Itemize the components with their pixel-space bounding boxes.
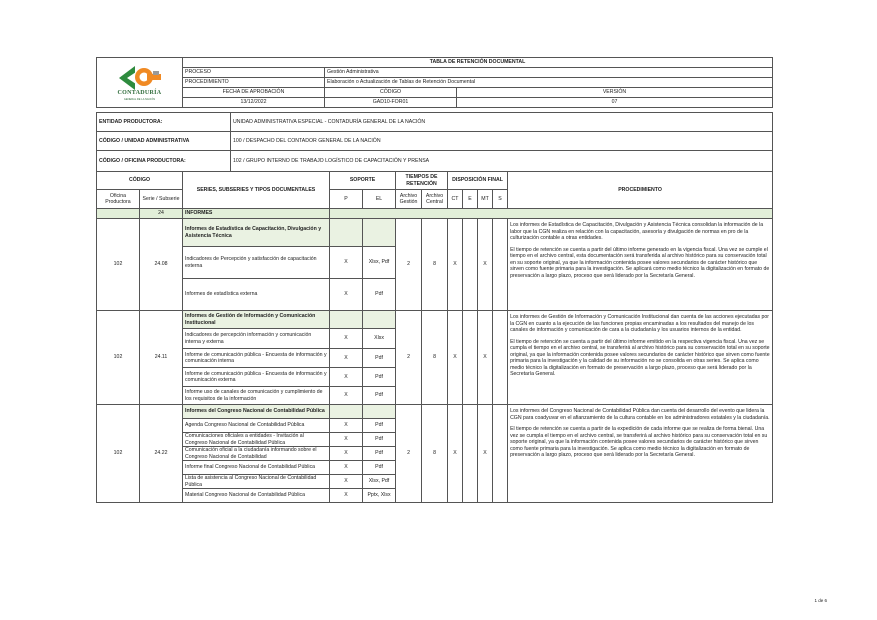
group-title: Informes de Gestión de Información y Comunicación Institucional — [183, 311, 330, 329]
series-code: 24 — [140, 209, 183, 219]
page-number: 1 de 6 — [814, 598, 827, 603]
cgn-logo — [99, 64, 180, 101]
document-type: Agenda Congreso Nacional de Contabilidad Pública — [183, 419, 330, 433]
document-type: Lista de asistencia al Congreso Nacional de Contabilidad Pública — [183, 475, 330, 489]
procedure-description: Los informes de Estadística de Capacitación, Divulgación y Asistencia Técnica consolidan la información de la labor que la CGN realiza en relación con la capacitación, asesoría y divulgación de normas en pro de la culturización contable a otras entidades. — [510, 222, 764, 241]
group-ct: X — [448, 311, 463, 405]
group-procedure — [508, 405, 773, 503]
group-procedure — [508, 219, 773, 311]
document-type: Comunicación oficial a la ciudadanía informando sobre el Congreso Nacional de Contabilidad — [183, 447, 330, 461]
codigo-value: GAD10-FOR01 — [325, 98, 457, 108]
document-p: X — [330, 349, 363, 368]
col-p: P — [330, 190, 363, 209]
document-type: Informe de comunicación pública - Encuesta de información y comunicación interna — [183, 349, 330, 368]
procedure-retention: El tiempo de retención se cuenta a partir de la expedición de cada informe que se realiza de forma bienal. Una vez se cumpla el tiempo en el archivo central, se transferirá al archivo histórico para su conservación total en su soporte original, ya que la información contenida posee valores secundarios de carácter histórico que sirven como fuente primaria para la investigación. Se aplica como medio técnico la digitalización en formato de preservación a largo plazo, proceso que será liderado por la Secretaría General. — [510, 426, 768, 458]
document-p: X — [330, 368, 363, 387]
document-p: X — [330, 329, 363, 349]
group-e — [463, 311, 478, 405]
col-serie: Serie / Subserie — [140, 190, 183, 209]
logo-cell — [97, 58, 183, 108]
document-type: Indicadores de percepción información y comunicación interna y externa — [183, 329, 330, 349]
procedimiento-value: Elaboración o Actualización de Tablas de Retención Documental — [325, 78, 773, 88]
col-oficina: Oficina Productora — [97, 190, 140, 209]
document-p: X — [330, 419, 363, 433]
group-ag: 2 — [396, 405, 422, 503]
oficina-value: 102 / GRUPO INTERNO DE TRABAJO LOGÍSTICO DE CAPACITACIÓN Y PRENSA — [231, 151, 773, 172]
unidad-value: 100 / DESPACHO DEL CONTADOR GENERAL DE LA NACIÓN — [231, 132, 773, 151]
group-s — [493, 219, 508, 311]
col-procedimiento: PROCEDIMIENTO — [508, 172, 773, 209]
retention-table — [96, 171, 773, 503]
entidad-value: UNIDAD ADMINISTRATIVA ESPECIAL - CONTADURÍA GENERAL DE LA NACIÓN — [231, 113, 773, 132]
group-title-p — [330, 405, 363, 419]
group-ct: X — [448, 405, 463, 503]
col-tiempos: TIEMPOS DE RETENCIÓN — [396, 172, 448, 190]
group-e — [463, 405, 478, 503]
document-el: Pptx, Xlsx — [363, 489, 396, 503]
version-label: VERSIÓN — [457, 88, 773, 98]
group-code: 24.11 — [140, 311, 183, 405]
document-el: Pdf — [363, 368, 396, 387]
group-title: Informes de Estadística de Capacitación, Divulgación y Asistencia Técnica — [183, 219, 330, 247]
col-series: SERIES, SUBSERIES Y TIPOS DOCUMENTALES — [183, 172, 330, 209]
group-title-p — [330, 311, 363, 329]
document-type: Informes de estadística externa — [183, 279, 330, 311]
document-el: Pdf — [363, 461, 396, 475]
col-codigo: CÓDIGO — [97, 172, 183, 190]
document-el: Xlsx — [363, 329, 396, 349]
document-p: X — [330, 279, 363, 311]
procedure-description: Los informes de Gestión de Información y Comunicación Institucional dan cuenta de las acciones ejecutadas por la CGN en cuanto a la ejecución de las funciones propias encaminadas a los resultados del manejo de los canales de información y comunicación de cara a la ciudadanía y los usuarios internos de la entidad. — [510, 314, 770, 333]
group-oficina: 102 — [97, 405, 140, 503]
group-ct: X — [448, 219, 463, 311]
document-type: Informe uso de canales de comunicación y cumplimiento de los requisitos de la información — [183, 387, 330, 405]
entity-block — [96, 112, 773, 172]
document-type: Comunicaciones oficiales a entidades - Invitación al Congreso Nacional de Contabilidad Pública — [183, 433, 330, 447]
procedimiento-label: PROCEDIMIENTO — [183, 78, 325, 88]
fecha-label: FECHA DE APROBACIÓN — [183, 88, 325, 98]
document-type: Informe final Congreso Nacional de Contabilidad Pública — [183, 461, 330, 475]
col-mt: MT — [478, 190, 493, 209]
group-title-el — [363, 405, 396, 419]
codigo-label: CÓDIGO — [325, 88, 457, 98]
proceso-value: Gestión Administrativa — [325, 68, 773, 78]
document-p: X — [330, 387, 363, 405]
document-el: Pdf — [363, 387, 396, 405]
version-value: 07 — [457, 98, 773, 108]
document-p: X — [330, 461, 363, 475]
document-el: Xlsx, Pdf — [363, 247, 396, 279]
logo-subtext: GENERAL DE LA NACIÓN — [123, 97, 156, 101]
document-p: X — [330, 489, 363, 503]
col-soporte: SOPORTE — [330, 172, 396, 190]
group-mt: X — [478, 311, 493, 405]
group-code: 24.22 — [140, 405, 183, 503]
document-type: Indicadores de Percepción y satisfacción de capacitación externa — [183, 247, 330, 279]
series-oficina-cell — [97, 209, 140, 219]
oficina-label: CÓDIGO / OFICINA PRODUCTORA: — [97, 151, 231, 172]
col-disposicion: DISPOSICIÓN FINAL — [448, 172, 508, 190]
document-p: X — [330, 433, 363, 447]
logo-text: CONTADURÍA — [117, 90, 162, 97]
procedure-retention: El tiempo de retención se cuenta a partir del último informe generado en la vigencia fiscal. Una vez se cumple el tiempo en el archivo central, esta documentación será transferida al archivo histórico para su conservación total en su soporte original, ya que la información contenida posee valores secundarios de carácter histórico que sirven como fuente primaria para la investigación. Se aplicará como medio técnico la digitalización en formato de preservación a largo plazo, proceso que será liderado por la Secretaría General. — [510, 246, 770, 279]
document-type: Material Congreso Nacional de Contabilidad Pública — [183, 489, 330, 503]
group-s — [493, 405, 508, 503]
group-title-p — [330, 219, 363, 247]
col-s: S — [493, 190, 508, 209]
entidad-label: ENTIDAD PRODUCTORA: — [97, 113, 231, 132]
fecha-value: 13/12/2022 — [183, 98, 325, 108]
document-el: Pdf — [363, 433, 396, 447]
procedure-description: Los informes del Congreso Nacional de Contabilidad Pública dan cuenta del desarrollo del evento que lidera la CGN para coadyuvar en el afianzamiento de la cultura contable en los administradores estatales y la ciudadanía. — [510, 408, 770, 421]
group-ac: 8 — [422, 311, 448, 405]
col-ct: CT — [448, 190, 463, 209]
col-ag: Archivo Gestión — [396, 190, 422, 209]
group-code: 24.08 — [140, 219, 183, 311]
document-el: Pdf — [363, 447, 396, 461]
procedure-retention: El tiempo de retención se cuenta a partir del último informe emitido en la respectiva vigencia fiscal. Una vez se cumpla el tiempo en el archivo central, se transferirá al archivo histórico para su conservación total en su soporte original, ya que la información contenida posee valores secundarios de carácter histórico que sirven como fuente primaria para la investigación y la calidad de su información no se consolida en otras series. Se aplica como medio técnico la digitalización en formato de preservación a largo plazo, proceso que será liderado por la Secretaría General. — [510, 338, 770, 377]
group-title: Informes del Congreso Nacional de Contabilidad Pública — [183, 405, 330, 419]
group-ag: 2 — [396, 219, 422, 311]
series-row-filler — [330, 209, 773, 219]
col-ac: Archivo Central — [422, 190, 448, 209]
group-ac: 8 — [422, 219, 448, 311]
group-title-el — [363, 219, 396, 247]
document-el: Pdf — [363, 419, 396, 433]
group-ac: 8 — [422, 405, 448, 503]
group-mt: X — [478, 405, 493, 503]
document-el: Xlsx, Pdf — [363, 475, 396, 489]
series-name: INFORMES — [183, 209, 330, 219]
group-title-el — [363, 311, 396, 329]
cgn-logo-icon — [117, 64, 163, 90]
group-oficina: 102 — [97, 219, 140, 311]
group-ag: 2 — [396, 311, 422, 405]
group-oficina: 102 — [97, 311, 140, 405]
document-p: X — [330, 475, 363, 489]
col-el: EL — [363, 190, 396, 209]
unidad-label: CÓDIGO / UNIDAD ADMINISTRATIVA — [97, 132, 231, 151]
document-title: TABLA DE RETENCIÓN DOCUMENTAL — [183, 58, 773, 68]
document-header — [96, 57, 773, 108]
document-type: Informe de comunicación pública - Encuesta de información y comunicación externa — [183, 368, 330, 387]
group-s — [493, 311, 508, 405]
document-p: X — [330, 247, 363, 279]
proceso-label: PROCESO — [183, 68, 325, 78]
col-e: E — [463, 190, 478, 209]
document-p: X — [330, 447, 363, 461]
group-procedure — [508, 311, 773, 405]
group-e — [463, 219, 478, 311]
group-mt: X — [478, 219, 493, 311]
document-el: Pdf — [363, 279, 396, 311]
document-el: Pdf — [363, 349, 396, 368]
